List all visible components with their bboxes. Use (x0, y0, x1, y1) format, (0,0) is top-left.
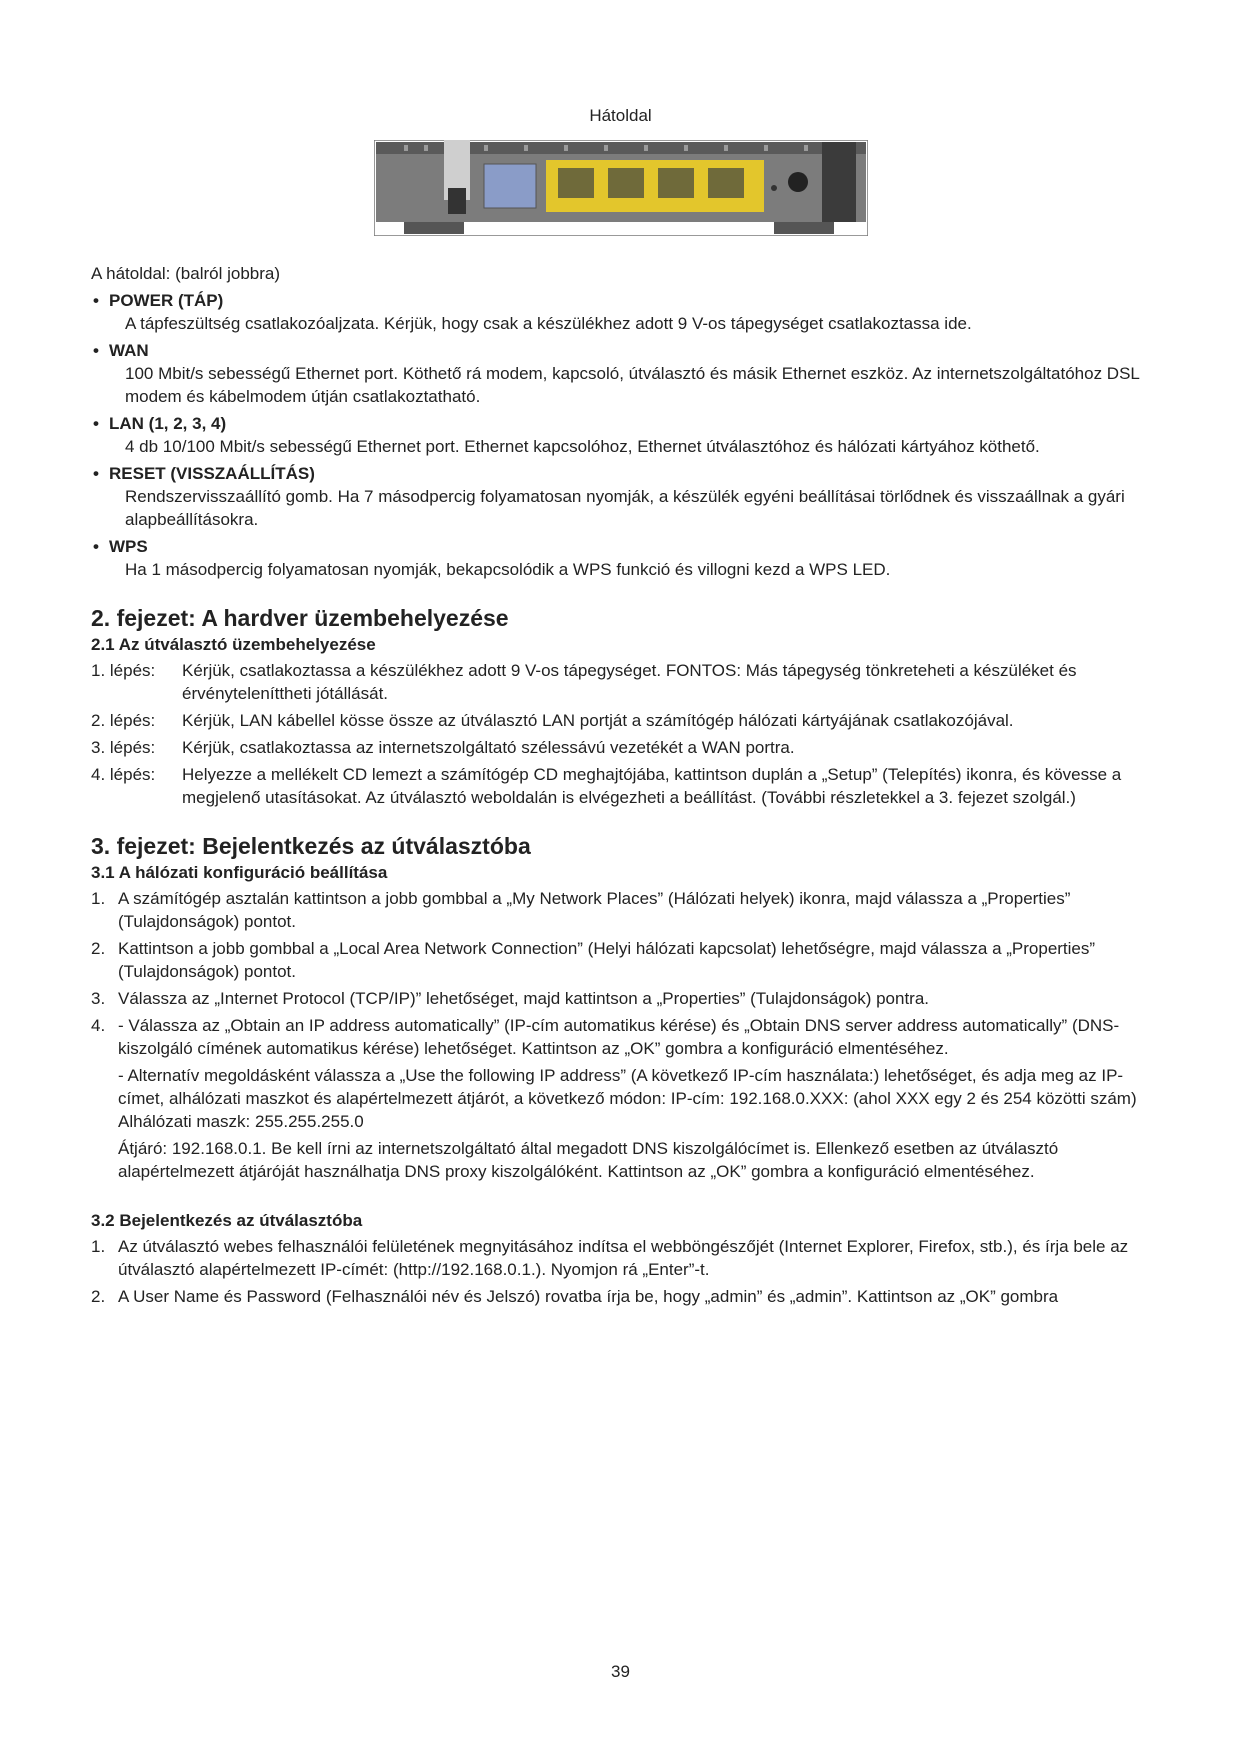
step-text: Helyezze a mellékelt CD lemezt a számítógép CD meghajtójába, kattintson duplán a „Setup” (Telepítés) ikonra, és kövesse a megjelenő utasításokat. Az útválasztó weboldalán is elvégezheti a beállítást. (További részletekkel a 3. fejezet szolgál.) (182, 765, 1122, 807)
bullet-icon: • (93, 464, 99, 483)
step-paragraph: Átjáró: 192.168.0.1. Be kell írni az internetszolgáltató által megadott DNS kiszolgálócímet is. Ellenkező esetben az útválasztó alapértelmezett átjáróját használhatja DNS proxy kiszolgálóként. Kattintson az „OK” gombra a konfiguráció elmentéséhez. (118, 1139, 1059, 1181)
rear-panel-intro: A hátoldal: (balról jobbra) (91, 264, 281, 283)
step-number: 1. (91, 1237, 106, 1256)
chapter-3-heading: 3. fejezet: Bejelentkezés az útválasztóba (91, 833, 531, 859)
step-text: Kattintson a jobb gombbal a „Local Area Network Connection” (Helyi hálózati kapcsolat) lehetőségre, majd válassza a „Properties” (Tulajdonságok) pontot. (118, 939, 1096, 981)
rear-panel-item-title: WPS (109, 537, 148, 556)
step-text: Kérjük, csatlakoztassa az internetszolgáltató szélessávú vezetékét a WAN portra. (182, 738, 795, 757)
step-label: 1. lépés: (91, 661, 156, 680)
step-number: 3. (91, 989, 106, 1008)
bullet-icon: • (93, 341, 99, 360)
rear-panel-item-text: Rendszervisszaállító gomb. Ha 7 másodpercig folyamatosan nyomják, a készülék egyéni beállításai törlődnek és visszaállnak a gyári alapbeállításokra. (125, 487, 1125, 529)
figure-caption: Hátoldal (589, 106, 652, 125)
step-paragraph: - Válassza az „Obtain an IP address automatically” (IP-cím automatikus kérése) és „Obtain DNS server address automatically” (DNS-kiszolgáló címének automatikus kérése) lehetőséget. Kattintson az „OK” gombra a konfiguráció elmentéséhez. (118, 1016, 1120, 1058)
step-text: Válassza az „Internet Protocol (TCP/IP)” lehetőséget, majd kattintson a „Properties” (Tulajdonságok) pontra. (118, 989, 930, 1008)
chapter-2-heading: 2. fejezet: A hardver üzembehelyezése (91, 605, 509, 631)
login-step (91, 1235, 1161, 1281)
rear-panel-item-text: Ha 1 másodpercig folyamatosan nyomják, bekapcsolódik a WPS funkció és villogni kezd a WPS LED. (125, 560, 891, 579)
setup-step (91, 736, 1161, 759)
config-step (91, 1014, 1161, 1187)
config-step (91, 937, 1161, 983)
rear-panel-item-text: A tápfeszültség csatlakozóaljzata. Kérjük, hogy csak a készülékhez adott 9 V-os tápegységet csatlakoztassa ide. (125, 314, 972, 333)
rear-panel-item (91, 535, 1161, 581)
section-3-1-heading: 3.1 A hálózati konfiguráció beállítása (91, 863, 388, 882)
step-number: 4. (91, 1016, 106, 1035)
section-2-1-heading: 2.1 Az útválasztó üzembehelyezése (91, 635, 376, 654)
setup-step (91, 709, 1161, 732)
step-text: Az útválasztó webes felhasználói felületének megnyitásához indítsa el webböngészőjét (Internet Explorer, Firefox, stb.), és írja bele az útválasztó alapértelmezett IP-címét: (http://192.168.0.1.). Nyomjon rá „Enter”-t. (118, 1237, 1129, 1279)
main-content (91, 262, 1161, 1312)
step-text: Kérjük, csatlakoztassa a készülékhez adott 9 V-os tápegységet. FONTOS: Más tápegység tönkreteheti a készüléket és érvényteleníttheti jótállását. (182, 661, 1077, 703)
rear-panel-item-title: RESET (VISSZAÁLLÍTÁS) (109, 464, 315, 483)
step-number: 2. (91, 939, 106, 958)
step-number: 2. (91, 1287, 106, 1306)
step-text: A User Name és Password (Felhasználói név és Jelszó) rovatba írja be, hogy „admin” és „admin”. Kattintson az „OK” gombra (118, 1287, 1059, 1306)
rear-panel-item-title: LAN (1, 2, 3, 4) (109, 414, 227, 433)
rear-panel-item-text: 100 Mbit/s sebességű Ethernet port. Köthető rá modem, kapcsoló, útválasztó és másik Ethernet eszköz. Az internetszolgáltatóhoz DSL modem és kábelmodem útján csatlakoztatható. (125, 364, 1140, 406)
step-label: 3. lépés: (91, 738, 156, 757)
step-text-block (118, 1014, 1161, 1187)
step-label: 2. lépés: (91, 711, 156, 730)
step-text: A számítógép asztalán kattintson a jobb gombbal a „My Network Places” (Hálózati helyek) ikonra, majd válassza a „Properties” (Tulajdonságok) pontot. (118, 889, 1071, 931)
rear-panel-item-text: 4 db 10/100 Mbit/s sebességű Ethernet port. Ethernet kapcsolóhoz, Ethernet útválasztóhoz és hálózati kártyához köthető. (125, 437, 1040, 456)
section-3-2-heading: 3.2 Bejelentkezés az útválasztóba (91, 1211, 363, 1230)
bullet-icon: • (93, 537, 99, 556)
step-label: 4. lépés: (91, 765, 156, 784)
page-number: 39 (611, 1662, 630, 1681)
rear-panel-item (91, 289, 1161, 335)
rear-panel-item (91, 462, 1161, 531)
bullet-icon: • (93, 291, 99, 310)
rear-panel-item-title: POWER (TÁP) (109, 291, 224, 310)
setup-step (91, 763, 1161, 809)
bullet-icon: • (93, 414, 99, 433)
config-step (91, 887, 1161, 933)
router-rear-panel-image (374, 140, 868, 236)
login-step (91, 1285, 1161, 1308)
step-text: Kérjük, LAN kábellel kösse össze az útválasztó LAN portját a számítógép hálózati kártyájának csatlakozójával. (182, 711, 1014, 730)
config-step (91, 987, 1161, 1010)
rear-panel-item (91, 339, 1161, 408)
rear-panel-item-title: WAN (109, 341, 149, 360)
step-number: 1. (91, 889, 106, 908)
step-paragraph: - Alternatív megoldásként válassza a „Use the following IP address” (A következő IP-cím használata:) lehetőséget, és adja meg az IP-címet, alhálózati maszkot és alapértelmezett átjárót, a következő módon: IP-cím: 192.168.0.XXX: (ahol XXX egy 2 és 254 közötti szám) Alhálózati maszk: 255.255.255.0 (118, 1066, 1137, 1131)
setup-step (91, 659, 1161, 705)
rear-panel-item (91, 412, 1161, 458)
